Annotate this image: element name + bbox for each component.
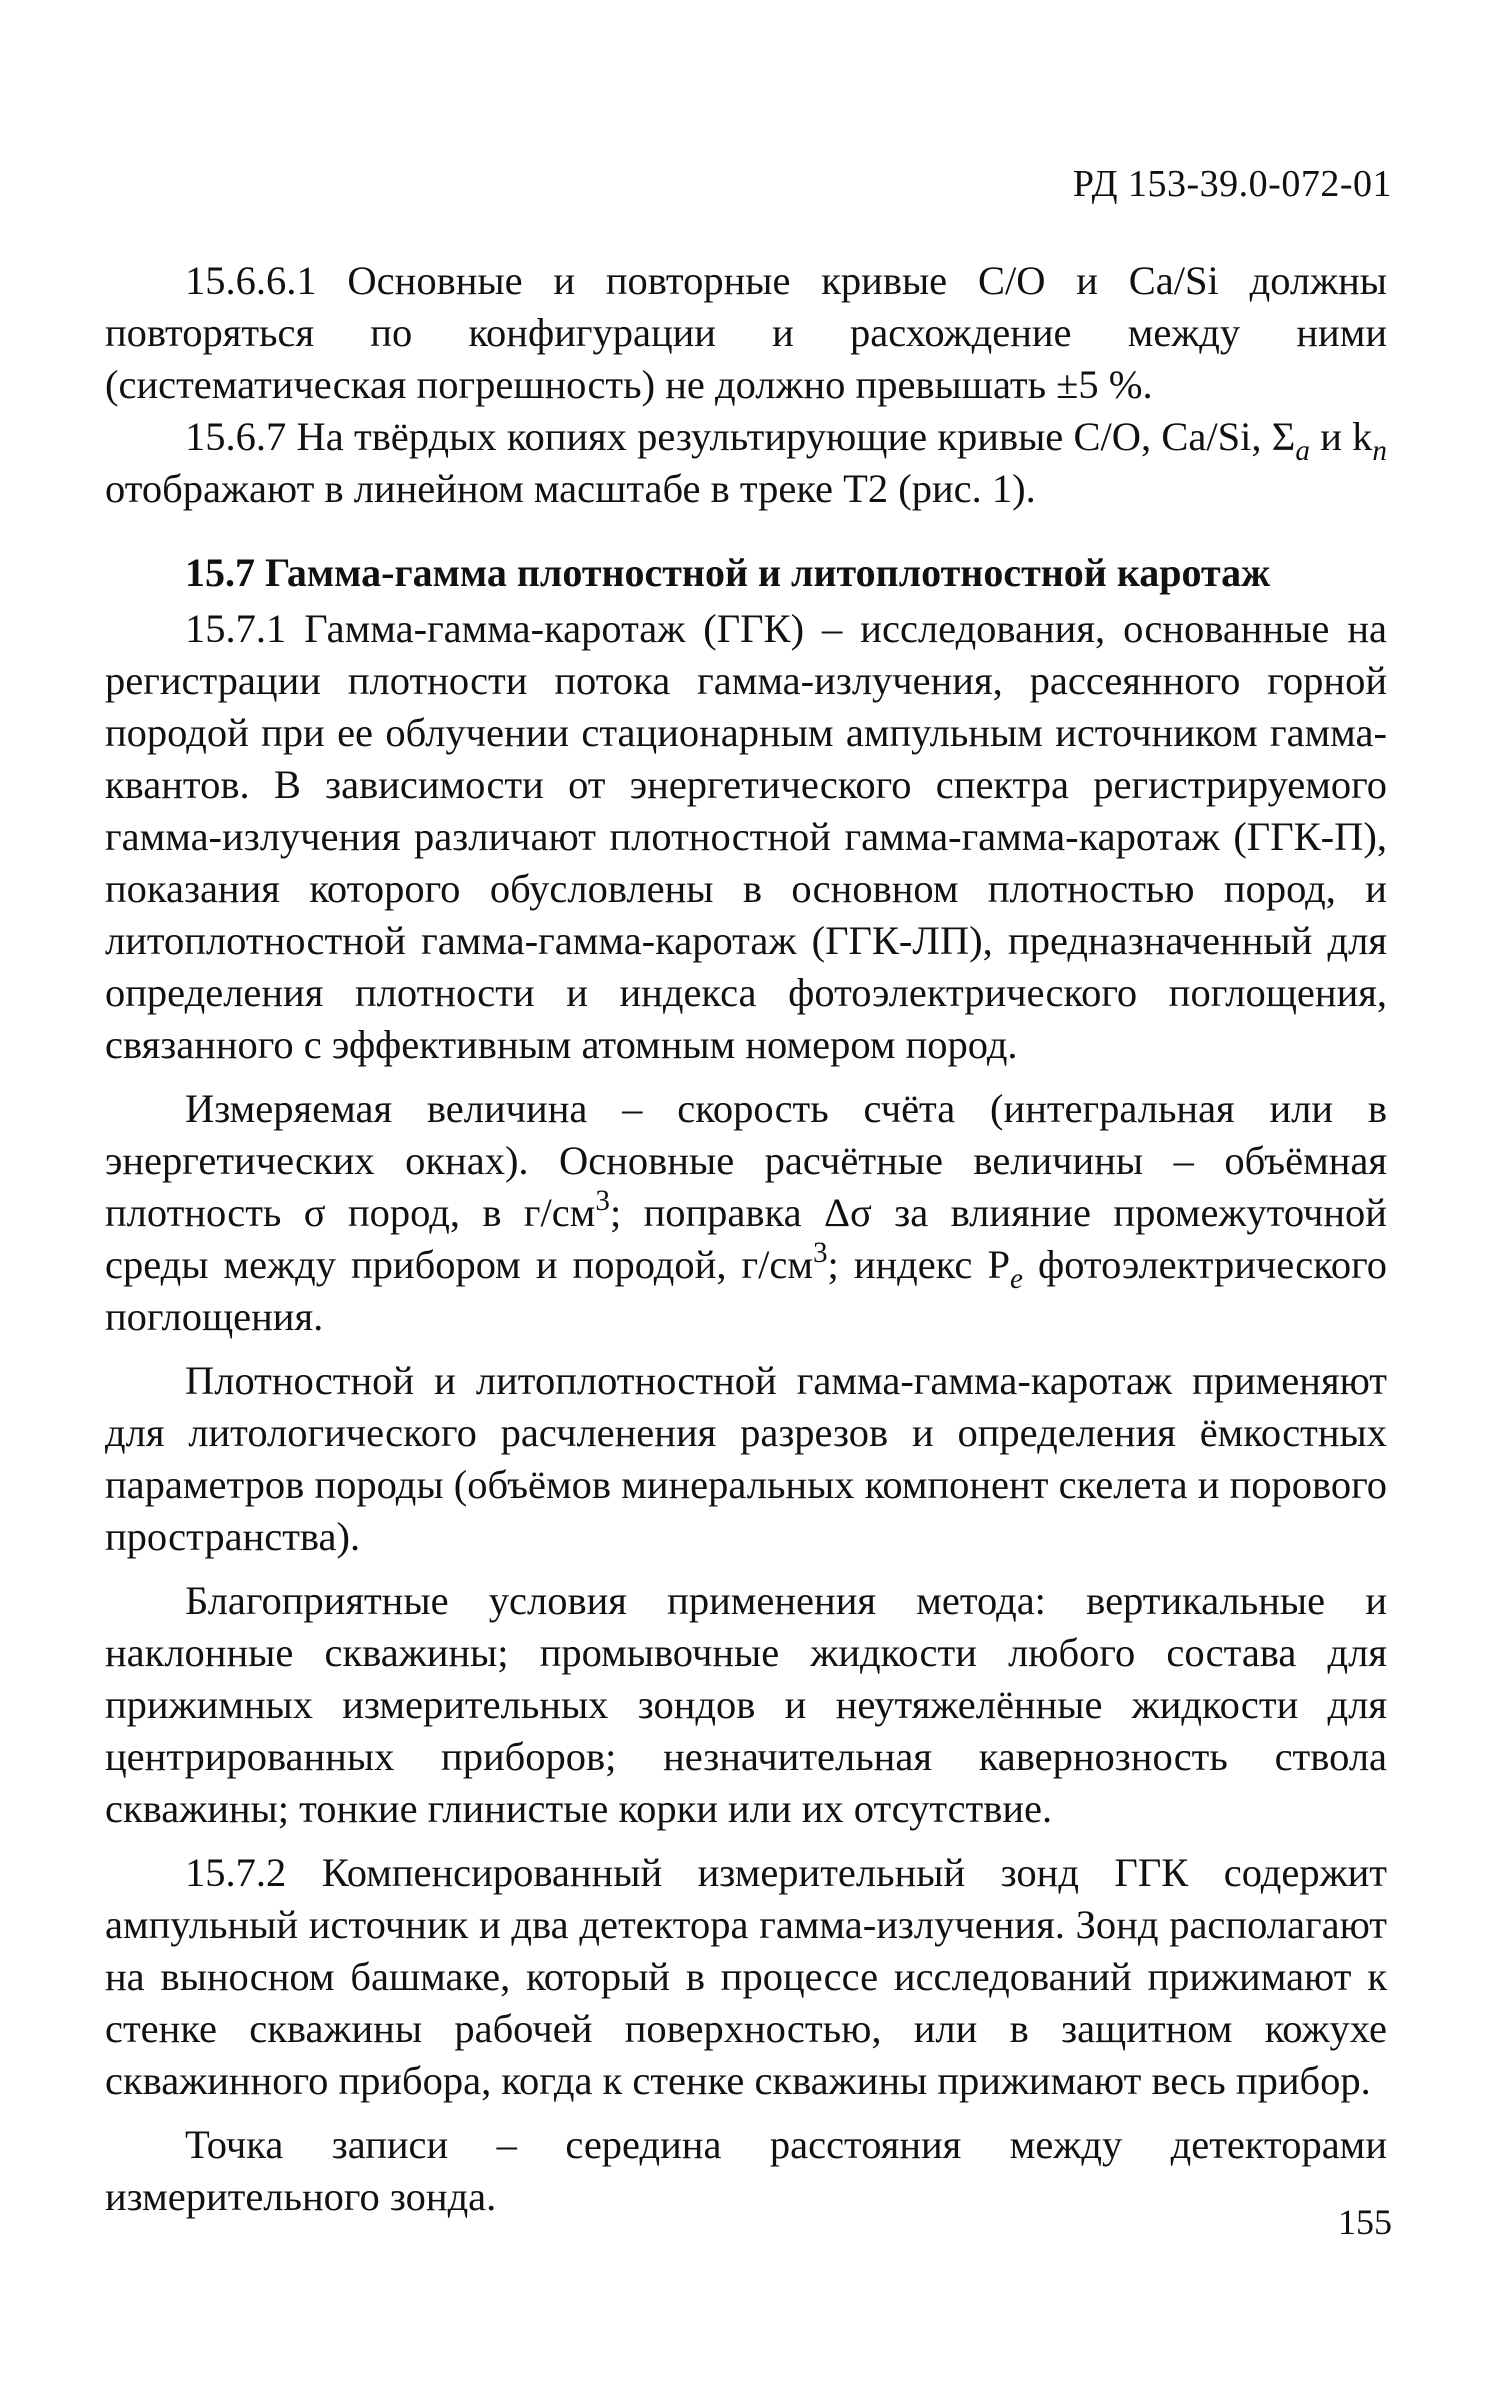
paragraph-15-6-6-1: 15.6.6.1 Основные и повторные кривые C/O и Ca/Si должны повторяться по конфигурации и расхождение между ними (систематическая погрешность) не должно превышать ±5 %. [105,258,1387,407]
superscript: 3 [595,1184,610,1217]
paragraph-application: Плотностной и литоплотностной гамма-гамма-каротаж применяют для литологического расчленения разрезов и определения ёмкостных параметров породы (объёмов минеральных компонент скелета и порового пространства). [105,1358,1387,1559]
paragraph-15-6-7 [105,411,1387,515]
paragraph-conditions: Благоприятные условия применения метода: вертикальные и наклонные скважины; промывочные жидкости любого состава для прижимных измерительных зондов и неутяжелённые жидкости для центрированных приборов; незначительная кавернозность ствола скважины; тонкие глинистые корки или их отсутствие. [105,1578,1387,1831]
paragraph-measured-quantity [105,1083,1387,1343]
paragraph-text: ; индекс P [827,1242,1010,1287]
document-code-header: РД 153-39.0-072-01 [1072,163,1392,205]
paragraph-text: фотоэлектрического поглощения. [105,1242,1387,1339]
subscript: a [1295,435,1310,468]
subscript: e [1009,1263,1023,1296]
paragraph-record-point: Точка записи – середина расстояния между детекторами измерительного зонда. [105,2122,1387,2219]
subscript: n [1372,435,1387,468]
paragraph-text: 15.6.7 На твёрдых копиях результирующие кривые C/O, Ca/Si, Σ [185,414,1296,459]
paragraph-text: ; поправка Δσ за влияние промежуточной среды между прибором и породой, г/см [105,1190,1387,1287]
section-heading-15-7: 15.7 Гамма-гамма плотностной и литоплотностной каротаж [185,550,1271,595]
page-number: 155 [1338,2202,1392,2242]
superscript: 3 [812,1236,828,1269]
paragraph-15-7-2: 15.7.2 Компенсированный измерительный зонд ГГК содержит ампульный источник и два детектора гамма-излучения. Зонд располагают на выносном башмаке, который в процессе исследований прижимают к стенке скважины рабочей поверхностью, или в защитном кожухе скважинного прибора, когда к стенке скважины прижимают весь прибор. [105,1850,1387,2103]
paragraph-text: Измеряемая величина – скорость счёта (интегральная или в энергетических окнах). Основные расчётные величины – объёмная плотность σ пород, в г/см [105,1086,1387,1235]
paragraph-15-7-1: 15.7.1 Гамма-гамма-каротаж (ГГК) – исследования, основанные на регистрации плотности потока гамма-излучения, рассеянного горной породой при ее облучении стационарным ампульным источником гамма-квантов. В зависимости от энергетического спектра регистрируемого гамма-излучения различают плотностной гамма-гамма-каротаж (ГГК-П), показания которого обусловлены в основном плотностью пород, и литоплотностной гамма-гамма-каротаж (ГГК-ЛП), предназначенный для определения плотности и индекса фотоэлектрического поглощения, связанного с эффективным атомным номером пород. [105,606,1387,1067]
paragraph-text: отображают в линейном масштабе в треке T2 (рис. 1). [105,466,1036,511]
document-body [105,255,1387,2235]
paragraph-text: и k [1309,414,1373,459]
